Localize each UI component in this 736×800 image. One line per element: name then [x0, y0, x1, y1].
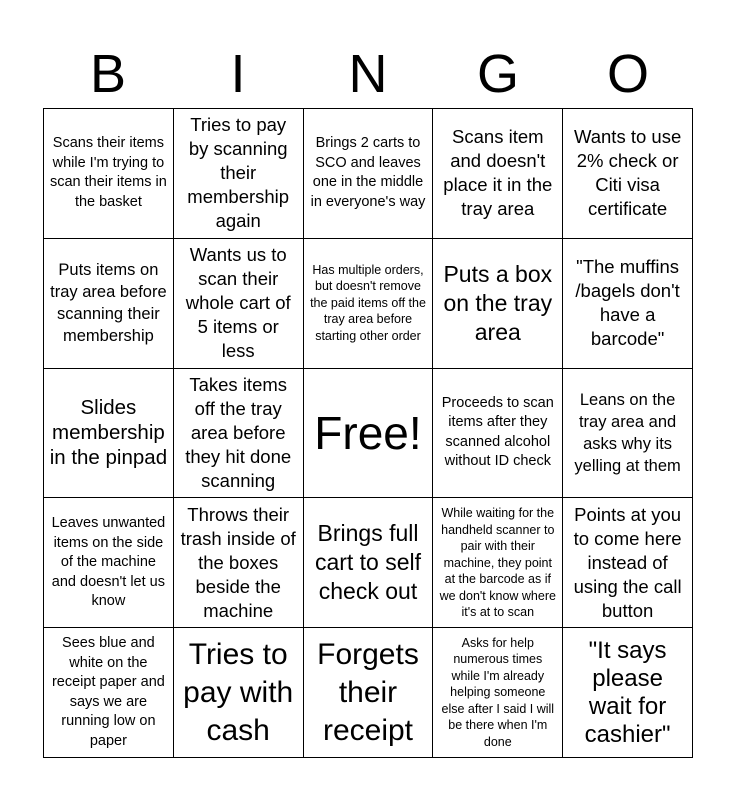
cell-text: While waiting for the handheld scanner to pair with their machine, they point at the barcode as if we don't know where it's at to scan [439, 506, 556, 620]
bingo-cell[interactable] [174, 109, 304, 239]
cell-text: "The muffins /bagels don't have a barcode" [575, 256, 680, 350]
header-letter-o: O [606, 44, 649, 104]
bingo-cell[interactable] [563, 109, 693, 239]
bingo-header [43, 40, 693, 108]
header-letter-b: B [89, 44, 127, 104]
bingo-cell[interactable] [433, 628, 563, 758]
bingo-cell[interactable] [44, 498, 174, 628]
bingo-cell[interactable] [44, 628, 174, 758]
cell-text: Puts a box on the tray area [443, 260, 553, 345]
cell-text: Puts items on tray area before scanning their membership [50, 261, 167, 346]
cell-text: Has multiple orders, but doesn't remove the paid items off the tray area before starting other order [310, 262, 426, 343]
bingo-cell[interactable] [304, 109, 434, 239]
cell-text: Leaves unwanted items on the side of the machine and doesn't let us know [51, 515, 166, 610]
cell-text: Scans item and doesn't place it in the tray area [443, 126, 553, 220]
bingo-cell[interactable] [433, 369, 563, 499]
bingo-cell[interactable] [174, 239, 304, 369]
cell-text: Leans on the tray area and asks why its yelling at them [574, 390, 681, 475]
bingo-cell[interactable] [304, 498, 434, 628]
cell-text: Slides membership in the pinpad [49, 396, 168, 470]
bingo-card-grid [43, 108, 693, 758]
cell-text: Sees blue and white on the receipt paper and says we are running low on paper [51, 635, 165, 749]
bingo-cell[interactable] [304, 239, 434, 369]
cell-text: "It says please wait for cashier" [584, 636, 671, 748]
bingo-cell[interactable] [174, 369, 304, 499]
bingo-cell[interactable] [44, 369, 174, 499]
cell-text: Wants to use 2% check or Citi visa certificate [573, 126, 682, 220]
bingo-cell[interactable] [174, 498, 304, 628]
cell-text: Tries to pay by scanning their membership again [187, 114, 290, 232]
cell-text: Throws their trash inside of the boxes beside the machine [180, 503, 296, 621]
header-letter-i: I [230, 44, 246, 104]
bingo-cell[interactable] [44, 109, 174, 239]
bingo-cell[interactable] [433, 109, 563, 239]
free-space-text: Free! [314, 406, 422, 459]
header-letter-g: G [476, 44, 519, 104]
bingo-cell[interactable] [174, 628, 304, 758]
bingo-cell[interactable] [44, 239, 174, 369]
cell-text: Forgets their receipt [317, 637, 419, 747]
bingo-cell[interactable] [563, 369, 693, 499]
bingo-cell[interactable] [304, 628, 434, 758]
bingo-cell[interactable] [563, 239, 693, 369]
cell-text: Brings full cart to self check out [314, 520, 422, 605]
bingo-cell[interactable] [433, 498, 563, 628]
cell-text: Brings 2 carts to SCO and leaves one in the middle in everyone's way [310, 135, 426, 210]
bingo-cell[interactable] [563, 628, 693, 758]
cell-text: Proceeds to scan items after they scanned alcohol without ID check [441, 394, 554, 470]
cell-text: Wants us to scan their whole cart of 5 items or less [185, 244, 291, 362]
header-letter-n: N [348, 44, 388, 104]
cell-text: Tries to pay with cash [183, 637, 294, 747]
bingo-cell[interactable] [433, 239, 563, 369]
cell-text: Points at you to come here instead of using the call button [573, 503, 682, 621]
cell-text: Takes items off the tray area before they hit done scanning [185, 373, 292, 491]
bingo-cell[interactable] [563, 498, 693, 628]
cell-text: Asks for help numerous times while I'm already helping someone else after I said I will be there when I'm done [441, 635, 555, 749]
free-space-cell[interactable] [304, 369, 434, 499]
cell-text: Scans their items while I'm trying to scan their items in the basket [49, 135, 167, 210]
